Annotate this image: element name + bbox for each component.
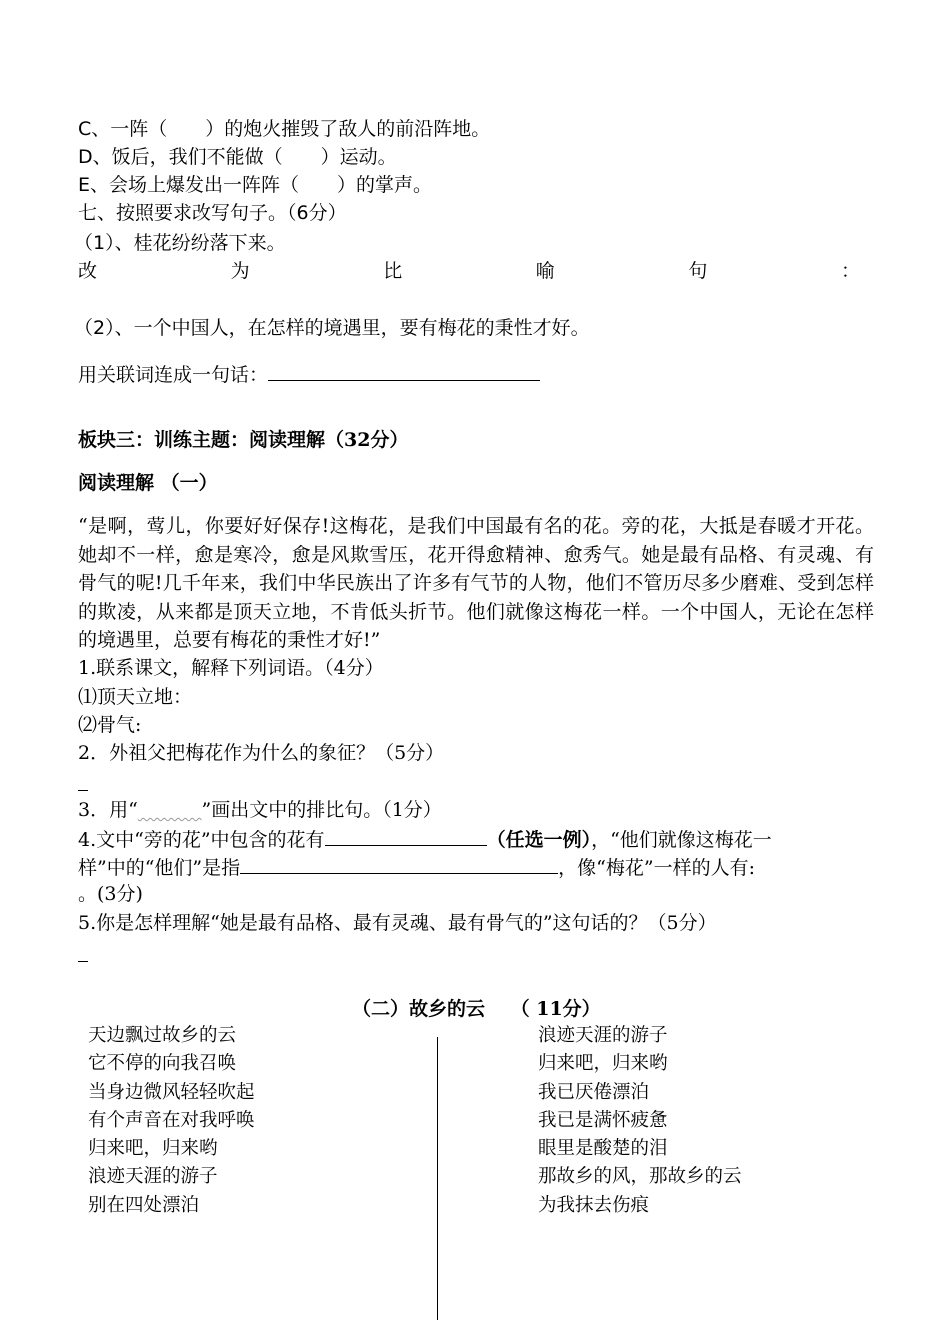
- question-1b: ⑵骨气:: [78, 714, 142, 736]
- poem-line: 有个声音在对我呼唤: [88, 1109, 255, 1131]
- question-4-end: 。(3分): [78, 883, 143, 905]
- reading1-title: 阅读理解 （一）: [78, 472, 218, 494]
- poem-line: 别在四处漂泊: [88, 1194, 200, 1216]
- section7-item2: （2）、一个中国人，在怎样的境遇里，要有梅花的秉性才好。: [74, 317, 590, 339]
- poem-left-column: [88, 1022, 255, 1220]
- poem-line: 为我抹去伤痕: [538, 1194, 650, 1216]
- poem-right-column: [538, 1022, 742, 1220]
- wavy-underline-sample: [138, 799, 202, 821]
- prompt-char: 改: [78, 260, 98, 282]
- question-1a: ⑴顶天立地：: [78, 686, 193, 708]
- question-5: 5.你是怎样理解“她是最有品格、最有灵魂、最有骨气的”这句话的？（5分）: [78, 912, 717, 934]
- answer-line-stub: [78, 790, 88, 791]
- section7-title: 七、按照要求改写句子。（6分）: [78, 202, 347, 224]
- section7-item1: （1）、桂花纷纷落下来。: [74, 232, 286, 254]
- poem-line: 我已是满怀疲惫: [538, 1109, 668, 1131]
- poem-line: 浪迹天涯的游子: [538, 1025, 668, 1046]
- question-1: 1.联系课文，解释下列词语。（4分）: [78, 657, 384, 679]
- poem-line: 那故乡的风，那故乡的云: [538, 1166, 742, 1188]
- question-4-line1: [78, 825, 772, 853]
- question-4-part4: ，像“梅花”一样的人有:: [558, 857, 755, 879]
- item1-rewrite-prompt: [78, 258, 860, 284]
- answer-blank[interactable]: [240, 853, 558, 874]
- poem-line: 归来吧，归来哟: [88, 1138, 218, 1160]
- poem-line: 浪迹天涯的游子: [88, 1166, 218, 1188]
- item2-prompt-label: 用关联词连成一句话：: [78, 364, 269, 386]
- option-c: C、一阵（ ）的炮火摧毁了敌人的前沿阵地。: [78, 118, 491, 140]
- answer-blank[interactable]: [325, 825, 487, 846]
- prompt-char: 句: [688, 260, 708, 282]
- prompt-char: 比: [383, 260, 403, 282]
- question-3-before: 3．用“: [78, 799, 138, 821]
- option-d: D、饭后，我们不能做（ ）运动。: [78, 146, 397, 168]
- reading2-title: （二）故乡的云 （ 11分）: [352, 998, 601, 1020]
- question-4-part1: 4.文中“旁的花”中包含的花有: [78, 829, 325, 851]
- question-3: [78, 797, 442, 823]
- option-e: E、会场上爆发出一阵阵（ ）的掌声。: [78, 174, 433, 196]
- poem-line: 当身边微风轻轻吹起: [88, 1081, 255, 1103]
- poem-line: 天边飘过故乡的云: [88, 1025, 237, 1046]
- section7-item2-prompt: [78, 360, 540, 388]
- poem-line: 归来吧，归来哟: [538, 1053, 668, 1075]
- question-4-part3: 样”中的“他们”是指: [78, 857, 241, 879]
- question-4-part2: ，“他们就像这梅花一: [591, 829, 772, 851]
- question-3-after: ”画出文中的排比句。（1分）: [201, 799, 442, 821]
- poem-line: 它不停的向我召唤: [88, 1053, 237, 1075]
- column-divider: [437, 1037, 438, 1320]
- question-4-line2: [78, 853, 755, 881]
- question-4-bold: （任选一例）: [486, 829, 592, 851]
- poem-line: 我已厌倦漂泊: [538, 1081, 650, 1103]
- prompt-char: 喻: [535, 260, 555, 282]
- block3-title: 板块三：训练主题：阅读理解（32分）: [78, 429, 409, 451]
- poem-line: 眼里是酸楚的泪: [538, 1138, 668, 1160]
- reading-passage: “是啊，莺儿，你要好好保存!这梅花，是我们中国最有名的花。旁的花，大抵是春暖才开花。她却不一样，愈是寒冷，愈是风欺雪压，花开得愈精神、愈秀气。她是最有品格、有灵魂、有骨气的呢!几千年来，我们中华民族出了许多有气节的人物，他们不管历尽多少磨难、受到怎样的欺凌，从来都是顶天立地，不肯低头折节。他们就像这梅花一样。一个中国人，无论在怎样的境遇里，总要有梅花的秉性才好!”: [78, 515, 874, 651]
- question-2: 2．外祖父把梅花作为什么的象征？（5分）: [78, 742, 445, 764]
- prompt-char: ：: [840, 260, 860, 282]
- answer-line-stub: [78, 961, 88, 962]
- answer-blank[interactable]: [268, 360, 540, 381]
- prompt-char: 为: [230, 260, 250, 282]
